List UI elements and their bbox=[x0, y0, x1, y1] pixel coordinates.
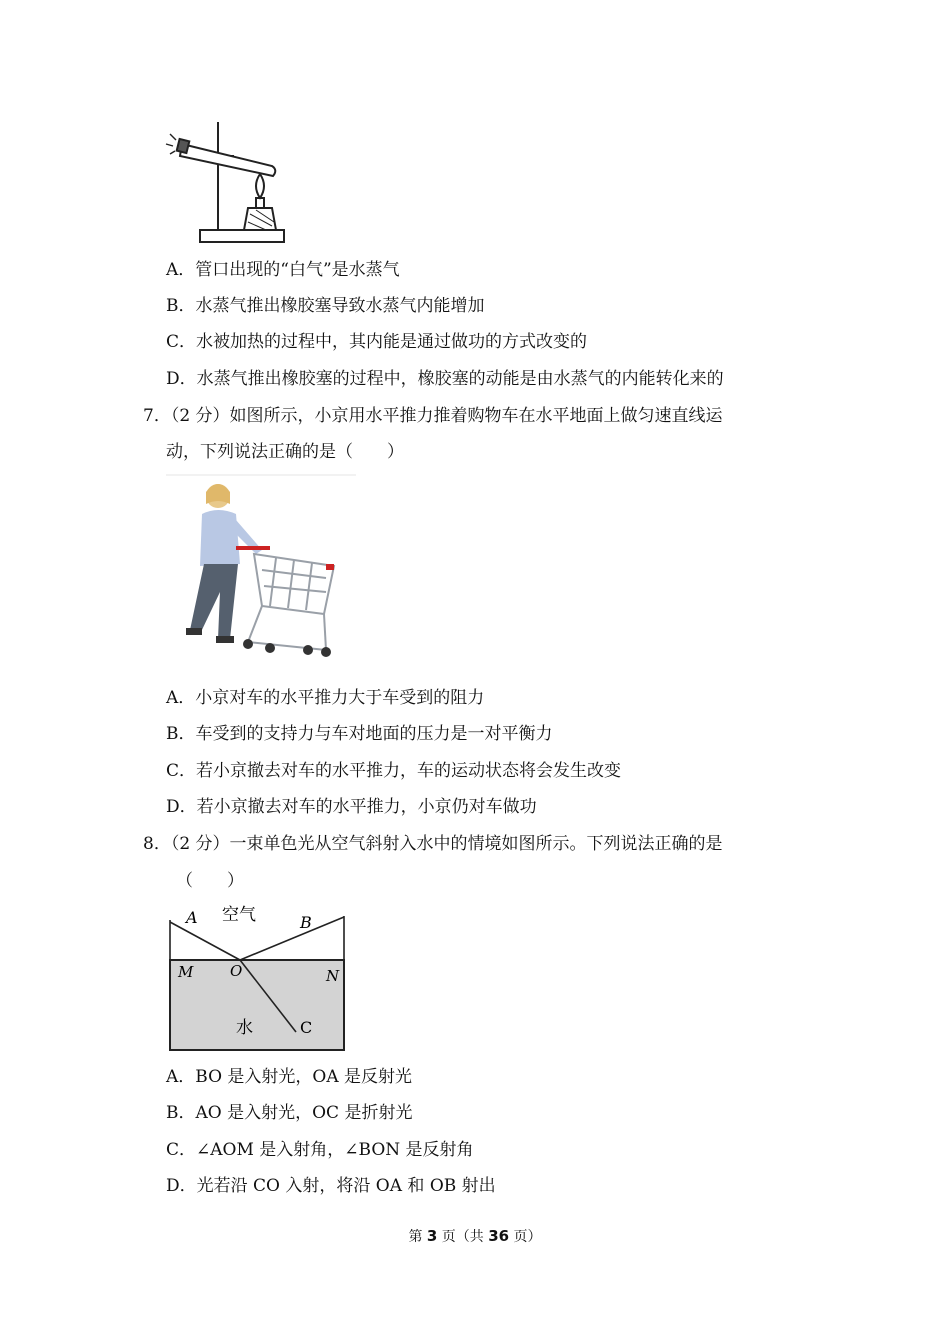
question-8-stem-line2: （ ） bbox=[176, 871, 244, 891]
label-a: A bbox=[186, 908, 198, 927]
option-a: A．BO 是入射光，OA 是反射光 bbox=[166, 1067, 413, 1087]
label-water: 水 bbox=[236, 1018, 253, 1038]
option-d: D．光若沿 CO 入射，将沿 OA 和 OB 射出 bbox=[166, 1176, 496, 1196]
option-b: B．水蒸气推出橡胶塞导致水蒸气内能增加 bbox=[166, 296, 485, 316]
label-o: O bbox=[230, 962, 243, 980]
ray-ao bbox=[170, 922, 240, 960]
option-a: A．管口出现的“白气”是水蒸气 bbox=[166, 260, 400, 280]
label-air: 空气 bbox=[222, 905, 256, 925]
page-footer: 第 3 页（共 36 页） bbox=[408, 1227, 542, 1245]
option-a: A．小京对车的水平推力大于车受到的阻力 bbox=[166, 688, 485, 708]
question-8-stem: 8．（2 分）一束单色光从空气斜射入水中的情境如图所示。下列说法正确的是 bbox=[143, 834, 723, 854]
option-c: C．水被加热的过程中，其内能是通过做功的方式改变的 bbox=[166, 332, 588, 352]
label-c: C bbox=[300, 1018, 313, 1037]
label-m: M bbox=[178, 963, 194, 981]
option-c: C．∠AOM 是入射角，∠BON 是反射角 bbox=[166, 1140, 474, 1160]
shopping-cart-photo bbox=[166, 474, 356, 664]
option-d: D．若小京撤去对车的水平推力，小京仍对车做功 bbox=[166, 797, 537, 817]
question-7-stem-line2: 动，下列说法正确的是（ ） bbox=[166, 442, 404, 462]
option-b: B．AO 是入射光，OC 是折射光 bbox=[166, 1103, 413, 1123]
water-region bbox=[170, 960, 344, 1050]
steam-experiment-figure bbox=[160, 118, 290, 248]
page-number: 3 bbox=[426, 1227, 438, 1245]
label-b: B bbox=[300, 913, 312, 932]
option-b: B．车受到的支持力与车对地面的压力是一对平衡力 bbox=[166, 724, 553, 744]
option-c: C．若小京撤去对车的水平推力，车的运动状态将会发生改变 bbox=[166, 761, 622, 781]
question-7-stem: 7．（2 分）如图所示，小京用水平推力推着购物车在水平地面上做匀速直线运 bbox=[143, 406, 723, 426]
label-n: N bbox=[326, 967, 340, 985]
refraction-diagram bbox=[160, 900, 360, 1060]
total-pages: 36 bbox=[488, 1227, 510, 1245]
option-d: D．水蒸气推出橡胶塞的过程中，橡胶塞的动能是由水蒸气的内能转化来的 bbox=[166, 369, 724, 389]
